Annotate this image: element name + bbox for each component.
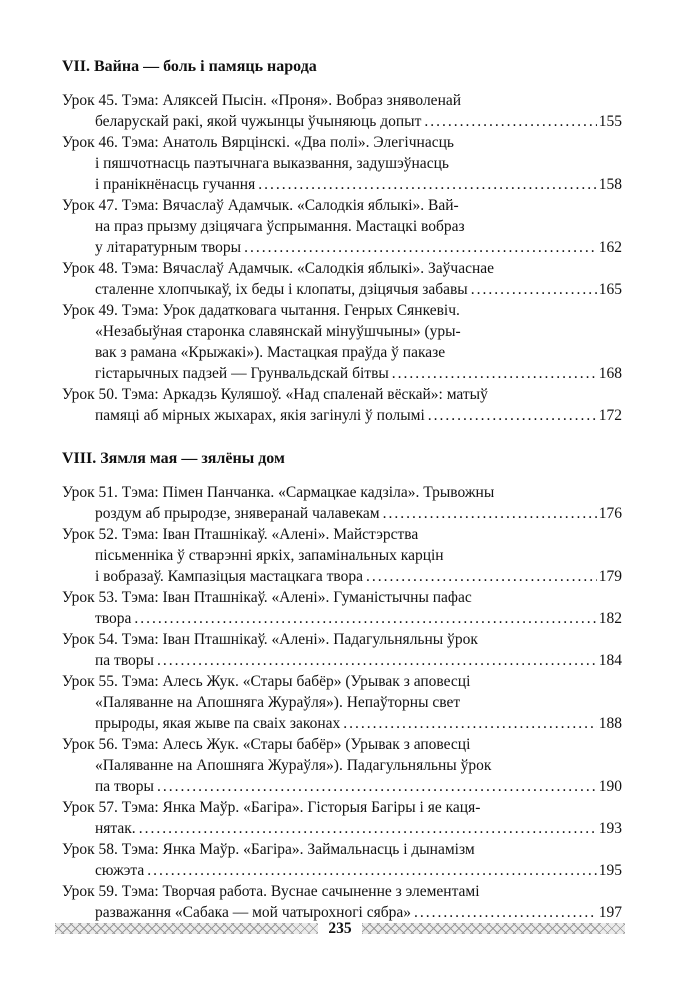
entry-text: гістарычных падзей — Грунвальдскай бітвы [95,365,389,382]
entry-text: нятак. [95,820,136,837]
toc-section [62,448,622,923]
dot-leader [258,174,597,195]
entry-line [62,279,622,300]
toc-entry [62,797,622,839]
entry-text: і вобразаў. Кампазіцыя мастацкага твора [95,568,364,585]
dot-leader [428,405,597,426]
entry-text: вак з рамана «Крыжакі»). Мастацкая праўда ў паказе [95,344,446,361]
dot-leader [471,279,597,300]
entry-text: прыроды, якая жыве па сваіх законах [95,715,341,732]
entry-line [62,776,622,797]
entry-page-number: 190 [598,778,622,795]
entry-line [62,860,622,881]
entry-line [62,132,622,153]
entry-text: «Паляванне на Апошняга Жураўля»). Непаўторны свет [95,694,461,711]
dot-leader [147,860,596,881]
entry-line [62,321,622,342]
entry-text: Урок 58. Тэма: Янка Маўр. «Багіра». Займальнасць і дынамізм [62,841,475,858]
toc-entry [62,839,622,881]
entry-line [62,405,622,426]
entry-line [62,482,622,503]
entry-text: па творы [95,652,154,669]
entry-text: Урок 55. Тэма: Алесь Жук. «Стары бабёр» (Урывак з аповесці [62,673,471,690]
entry-text: Урок 51. Тэма: Пімен Панчанка. «Сармацкае кадзіла». Трывожны [62,484,495,501]
toc-entry [62,132,622,195]
entry-line [62,237,622,258]
entry-text: «Незабыўная старонка славянскай мінуўшчыны» (уры- [95,323,461,340]
entry-page-number: 162 [598,239,622,256]
entry-text: па творы [95,778,154,795]
entry-line [62,692,622,713]
dot-leader [139,818,597,839]
entry-text: Урок 50. Тэма: Аркадзь Куляшоў. «Над спаленай вёскай»: матыў [62,386,488,403]
toc-entry [62,524,622,587]
section-heading: VIII. Зямля мая — зялёны дом [62,450,285,467]
entry-line [62,216,622,237]
toc-entry [62,881,622,923]
entry-line [62,195,622,216]
entry-text: сюжэта [95,862,145,879]
entry-text: Урок 53. Тэма: Іван Пташнікаў. «Алені». Гуманістычны пафас [62,589,472,606]
toc-section [62,56,622,426]
toc-entry [62,671,622,734]
entry-text: Урок 48. Тэма: Вячаслаў Адамчык. «Салодкія яблыкі». Заўчаснае [62,260,495,277]
entry-page-number: 197 [598,904,622,921]
toc-entry [62,195,622,258]
entry-page-number: 188 [598,715,622,732]
entry-line [62,839,622,860]
dot-leader [157,776,597,797]
entry-line [62,671,622,692]
entry-page-number: 193 [598,820,622,837]
toc-entry [62,384,622,426]
entry-page-number: 179 [598,568,622,585]
entry-text: роздум аб прыродзе, зняверанай чалавекам [95,505,380,522]
toc-entry [62,629,622,671]
entry-text: твора [95,610,132,627]
entry-line [62,258,622,279]
entry-page-number: 184 [598,652,622,669]
entry-text: на праз прызму дзіцячага ўспрымання. Мастацкі вобраз [95,218,465,235]
entry-text: разважання «Сабака — мой чатырохногі сябра» [95,904,412,921]
entry-page-number: 155 [598,113,622,130]
entry-text: «Паляванне на Апошняга Жураўля»). Падагульняльны ўрок [95,757,492,774]
entry-line [62,818,622,839]
toc-entry [62,90,622,132]
entry-line [62,734,622,755]
folio-page-number: 235 [328,920,352,937]
entry-text: Урок 59. Тэма: Творчая работа. Вуснае сачыненне з элементамі [62,883,480,900]
toc-entry [62,587,622,629]
entry-page-number: 176 [598,505,622,522]
entry-text: пісьменніка ў стварэнні яркіх, запамінальных карцін [95,547,444,564]
toc-entry [62,482,622,524]
dot-leader [343,713,596,734]
entry-text: Урок 57. Тэма: Янка Маўр. «Багіра». Гісторыя Багіры і яе каця- [62,799,481,816]
entry-text: Урок 46. Тэма: Анатоль Вярцінскі. «Два полі». Элегічнасць [62,134,454,151]
dot-leader [134,608,596,629]
entry-text: Урок 49. Тэма: Урок дадатковага чытання. Генрых Сянкевіч. [62,302,460,319]
entry-text: беларускай ракі, якой чужынцы ўчыняюць допыт [95,113,422,130]
diamond-chain-ornament-left [55,923,318,934]
toc [62,56,622,923]
entry-line [62,363,622,384]
entry-page-number: 182 [598,610,622,627]
entry-line [62,174,622,195]
entry-page-number: 195 [598,862,622,879]
entry-text: памяці аб мірных жыхарах, якія загінулі ў полымі [95,407,425,424]
entry-line [62,342,622,363]
entry-text: Урок 52. Тэма: Іван Пташнікаў. «Алені». Майстэрства [62,526,419,543]
entry-line [62,797,622,818]
diamond-chain-ornament-right [362,923,625,934]
entry-line [62,587,622,608]
toc-entry [62,258,622,300]
entry-page-number: 158 [598,176,622,193]
entry-text: Урок 45. Тэма: Аляксей Пысін. «Проня». Вобраз зняволенай [62,92,462,109]
entry-line [62,524,622,545]
entry-page-number: 165 [598,281,622,298]
entry-text: Урок 54. Тэма: Іван Пташнікаў. «Алені». Падагульняльны ўрок [62,631,478,648]
dot-leader [383,503,597,524]
entry-line [62,755,622,776]
toc-entry [62,300,622,384]
entry-text: сталенне хлопчыкаў, іх беды і клопаты, дзіцячыя забавы [95,281,468,298]
entry-line [62,153,622,174]
dot-leader [392,363,597,384]
entry-text: Урок 47. Тэма: Вячаслаў Адамчык. «Салодкія яблыкі». Вай- [62,197,459,214]
entry-line [62,111,622,132]
entry-page-number: 168 [598,365,622,382]
section-heading: VII. Вайна — боль і памяць народа [62,58,317,75]
dot-leader [157,650,597,671]
entry-line [62,300,622,321]
toc-entry [62,734,622,797]
entry-text: і пранікнёнасць гучання [95,176,256,193]
entry-line [62,650,622,671]
entry-text: і пяшчотнасць паэтычнага выказвання, задушэўнасць [95,155,449,172]
entry-line [62,566,622,587]
dot-leader [366,566,597,587]
entry-page-number: 172 [598,407,622,424]
dot-leader [244,237,597,258]
entry-text: Урок 56. Тэма: Алесь Жук. «Стары бабёр» (Урывак з аповесці [62,736,471,753]
entry-line [62,713,622,734]
entry-line [62,545,622,566]
entry-line [62,881,622,902]
entry-line [62,629,622,650]
entry-line [62,503,622,524]
entry-line [62,608,622,629]
entry-line [62,90,622,111]
entry-line [62,384,622,405]
page-footer [55,918,625,939]
dot-leader [424,111,596,132]
entry-text: у літаратурным творы [95,239,242,256]
